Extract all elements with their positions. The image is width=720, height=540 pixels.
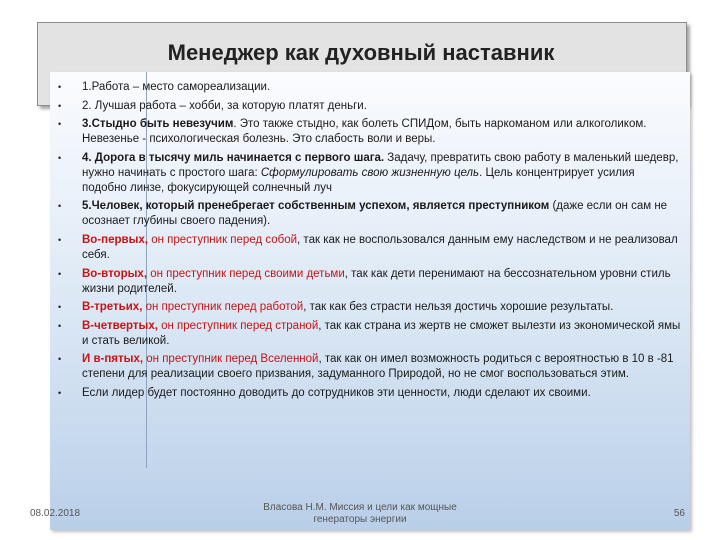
slide-title: Менеджер как духовный наставник: [167, 40, 555, 65]
text-segment: , так как дети перенимают на бессознательном уровни стиль жизни родителей.: [82, 267, 671, 295]
bullet-icon: •: [58, 201, 62, 212]
list-item: [58, 267, 682, 297]
list-item: [58, 233, 682, 263]
text-segment: 3.Стыдно быть невезучим: [82, 118, 234, 131]
footer-caption: Власова Н.М. Миссия и цели как мощные генераторы энергии: [263, 502, 457, 525]
text-segment: он преступник перед работой: [142, 301, 304, 314]
text-segment: В-четвертых,: [82, 319, 158, 332]
page-number: 56: [673, 508, 685, 519]
text-segment: Сформулировать свою жизненную цель: [260, 166, 480, 179]
list-item: [58, 199, 682, 229]
text-segment: , так как страна из жертв не сможет вылезти из экономической ямы и стать великой.: [82, 319, 681, 347]
list-item: [58, 117, 682, 147]
bullet-icon: •: [58, 82, 62, 92]
text-segment: 1.Работа – место самореализации.: [82, 81, 271, 93]
list-item: [58, 352, 682, 382]
list-item: [58, 80, 682, 95]
list-item: [58, 99, 682, 114]
text-segment: он преступник перед страной: [157, 319, 319, 332]
bullet-icon: •: [58, 302, 62, 313]
bullet-icon: •: [58, 119, 62, 130]
text-segment: . Цель концентрирует усилия подобно линзе, фокусирующей солнечный луч: [82, 166, 635, 194]
bullet-icon: •: [58, 152, 62, 163]
text-segment: 4. Дорога в тысячу миль начинается с первого шага.: [82, 151, 385, 164]
text-segment: И в-пятых,: [82, 353, 144, 366]
bullet-icon: •: [58, 234, 62, 245]
text-segment: (даже если он сам не осознает глубины своего падения).: [82, 200, 668, 228]
bullet-list: [58, 80, 682, 405]
text-segment: Во-вторых,: [82, 267, 148, 280]
footer-date: 08.02.2018: [30, 508, 81, 519]
text-segment: , так как он имел возможность родиться с вероятностью в 10 в -81 степени для реализации своего призвания, задуманного Природой, но не смог воспользоваться этим.: [82, 353, 674, 381]
text-segment: Во-первых,: [82, 233, 149, 246]
text-segment: , так как без страсти нельзя достичь хорошие результаты.: [303, 301, 614, 314]
text-segment: 5.Человек, который пренебрегает собственным успехом, является преступником: [82, 200, 550, 213]
bullet-icon: •: [58, 268, 62, 279]
text-segment: В-третьих,: [82, 301, 143, 314]
list-item: [58, 319, 682, 349]
text-segment: он преступник перед своими детьми: [147, 267, 345, 280]
text-segment: он преступник перед собой: [148, 233, 298, 246]
text-segment: 2. Лучшая работа – хобби, за которую платят деньги.: [82, 99, 367, 112]
bullet-icon: •: [58, 387, 62, 398]
text-segment: Задачу, превратить свою работу в маленький шедевр, нужно начинать с простого шага:: [82, 151, 679, 179]
text-segment: , так как не воспользовался данным ему наследством и не реализовал себя.: [82, 233, 678, 261]
text-segment: он преступник перед Вселенной: [143, 353, 319, 366]
bullet-icon: •: [58, 320, 62, 331]
bullet-icon: •: [58, 100, 62, 111]
list-item: [58, 386, 682, 401]
list-item: [58, 151, 682, 196]
bullet-icon: •: [58, 354, 62, 365]
list-item: [58, 300, 682, 315]
text-segment: . Это также стыдно, как болеть СПИДом, быть наркоманом или алкоголиком. Невезенье - психологическая болезнь. Это слабость воли и веры.: [82, 118, 647, 146]
text-segment: Если лидер будет постоянно доводить до сотрудников эти ценности, люди сделают их своими.: [82, 386, 591, 399]
